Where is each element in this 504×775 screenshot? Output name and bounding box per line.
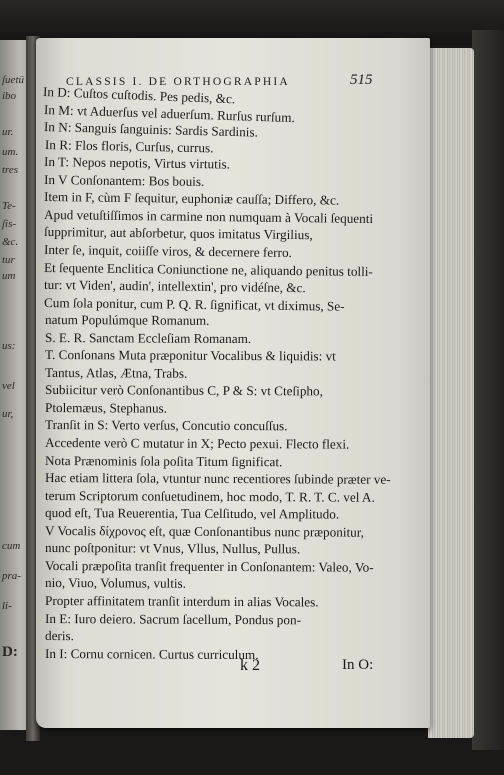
text-line: In V Conſonantem: Bos bouis. [43,171,205,189]
text-line: tur: vt Viden', audin', intellextin', pro vidéſne, &c. [43,277,306,296]
margin-fragment: Te- [2,200,16,212]
margin-fragment: D: [2,644,18,660]
margin-fragment: ur, [2,408,14,420]
text-line: In D: Cuſtos cuſtodis. Pes pedis, &c. [42,84,236,107]
text-line: S. E. R. Sanctam Eccleſiam Romanam. [44,329,252,346]
catchword: In O: [342,657,374,673]
text-line: quod eſt, Tua Reuerentia, Tua Celſitudo, vel Amplitudo. [44,505,340,522]
margin-fragment: pra- [2,570,21,582]
text-line: Accedente verò C mutatur in X; Pecto pexui. Flecto flexi. [44,435,350,452]
margin-fragment: ſuetü [2,74,24,86]
signature-mark: k 2 [240,657,260,674]
text-line: V Vocalis δίχρονος eſt, quæ Conſonantibus nunc præponitur, [44,522,364,540]
text-line: nunc poſtponitur: vt Vnus, Vllus, Nullus, Pullus. [44,540,301,557]
text-line: Et ſequente Enclitica Coniunctione ne, aliquando penitus tolli- [43,259,373,279]
margin-fragment: tres [2,164,19,176]
book-cover [472,30,504,750]
margin-fragment: um. [2,146,19,158]
margin-fragment: li- [2,600,12,612]
text-line: In I: Cornu cornicen. Curtus curriculum. [44,645,259,662]
text-line: Ptolemæus, Stephanus. [44,399,168,416]
running-head: CLASSIS I. DE ORTHOGRAPHIA [66,76,290,88]
text-line: Nota Prænominis ſola poſita Titum ſignificat. [44,452,283,469]
text-line: Apud vetuſtiſſimos in carmine non numquam à Vocali ſequenti [43,206,374,226]
margin-fragment: &c. [2,236,19,248]
text-line: nio, Viuo, Volumus, vultis. [44,575,187,592]
page-number: 515 [350,72,373,88]
margin-fragment: ur. [2,126,14,138]
margin-fragment: ſis- [2,218,17,230]
text-line: In E: Iuro deiero. Sacrum ſacellum, Pondus pon- [44,610,302,627]
text-line: T. Conſonans Muta præponitur Vocalibus & liquidis: vt [44,347,336,364]
text-line: Subiicitur verò Conſonantibus C, P & S: vt Cteſipho, [44,382,323,399]
margin-fragment: vel [2,380,15,392]
margin-fragment: tur [2,254,15,266]
text-line: terum Scriptorum conſuetudinem, hoc modo, T. R. T. C. vel A. [44,487,375,505]
text-line: In T: Nepos nepotis, Virtus virtutis. [43,154,231,172]
text-line: In R: Flos floris, Curſus, currus. [44,136,214,156]
margin-fragment: cum [2,540,21,552]
text-line: ſupprimitur, aut abſorbetur, quos imitatus Virgilius, [43,224,313,243]
margin-fragment: um [2,270,16,282]
text-line: Vocali præpoſita tranſit frequenter in Conſonantem: Valeo, Vo- [44,557,374,575]
text-line: Hac etiam littera ſola, vtuntur nunc recentiores ſubinde præter ve- [44,470,391,487]
page-edges [428,48,474,738]
text-line: Tranſit in S: Verto verſus, Concutio concuſſus. [44,417,288,434]
margin-fragment: us: [2,340,16,352]
text-line: Propter affinitatem tranſit interdum in alias Vocales. [44,592,319,610]
text-line: In M: vt Aduerſus vel aduerſum. Rurſus rurſum. [43,101,295,125]
text-line: Cum ſola ponitur, cum P. Q. R. ſignificat, vt diximus, Se- [43,294,345,314]
text-line: In N: Sanguis ſanguinis: Sardis Sardinis. [43,119,259,140]
text-line: deris. [44,628,74,644]
margin-fragment: ibo [2,90,17,102]
text-line: Inter ſe, inquit, coiiſſe viros, & decernere ferro. [43,241,292,260]
text-line: Tantus, Atlas, Ætna, Trabs. [44,364,188,381]
text-line: natum Populúmque Romanum. [44,312,210,329]
text-line: Item in F, cùm F ſequitur, euphoniæ cauſſa; Differo, &c. [43,189,340,208]
